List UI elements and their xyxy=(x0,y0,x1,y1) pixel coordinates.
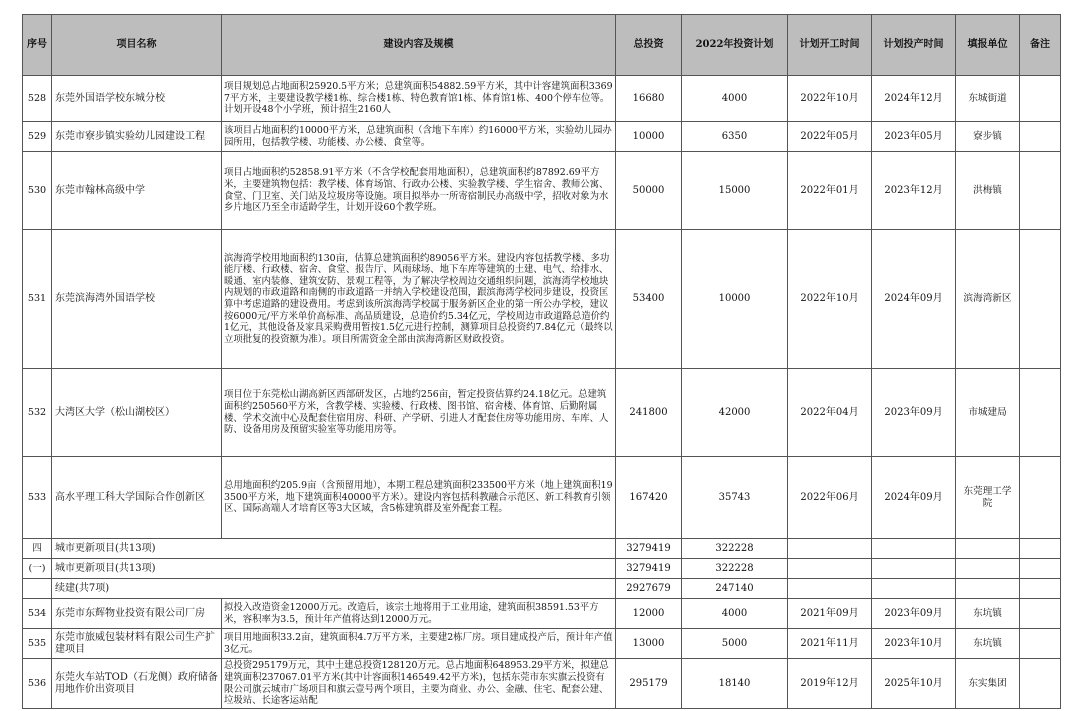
row-content: 项目规划总占地面积25920.5平方米；总建筑面积54882.59平方米，其中计容建筑面积33697平方米，主要建设教学楼1栋、综合楼1栋、特色教育馆1栋、体育馆1栋、400个停车位等。计划开设48个小学班，预计招生2160人 xyxy=(222,76,616,122)
row-seq: 534 xyxy=(23,599,52,629)
table-header-row xyxy=(23,15,1061,76)
row-project-name: 东莞外国语学校东城分校 xyxy=(52,76,222,122)
group-total-investment: 3279419 xyxy=(616,559,682,579)
table-row xyxy=(23,122,1061,152)
row-unit: 滨海湾新区 xyxy=(956,230,1020,369)
group-seq xyxy=(23,579,52,599)
row-note xyxy=(1020,122,1061,152)
row-content: 滨海湾学校用地面积约130亩，估算总建筑面积约89056平方米。建设内容包括教学楼、多功能厅楼、行政楼、宿舍、食堂、报告厅、风雨球场、地下车库等建筑的土建、电气、给排水、暖通、室内装修、建筑安防、景观工程等，为了解决学校周边交通组织问题，滨海湾学校地块内规划的市政道路和南侧的市政道路一并纳入学校建设范围，跟滨海湾学校同步建设，投资匡算中考虑道路的建设费用。考虑到该所滨海湾学校属于服务新区企业的第一所公办学校，建议按6000元/平方米单价高标准、高品质建设，总造价约5.34亿元，学校周边市政道路总造价约1亿元，其他设备及家具采购费用暂按1.5亿元进行控制，测算项目总投资约7.84亿元（最终以立项批复的投资额为准）。项目所需资金全部由滨海湾新区财政投资。 xyxy=(222,230,616,369)
row-note xyxy=(1020,659,1061,709)
row-plan-2022: 4000 xyxy=(682,76,788,122)
group-unit xyxy=(956,559,1020,579)
row-content: 该项目占地面积约10000平方米，总建筑面积（含地下车库）约16000平方米，实验幼儿园办园所用，包括教学楼、功能楼、办公楼、食堂等。 xyxy=(222,122,616,152)
row-plan-2022: 42000 xyxy=(682,369,788,457)
row-project-name: 东莞市寮步镇实验幼儿园建设工程 xyxy=(52,122,222,152)
group-unit xyxy=(956,579,1020,599)
row-unit: 东实集团 xyxy=(956,659,1020,709)
table-row xyxy=(23,659,1061,709)
group-seq: 四 xyxy=(23,539,52,559)
header-plan-2022: 2022年投资计划 xyxy=(682,15,788,76)
row-start-date: 2022年04月 xyxy=(788,369,872,457)
header-end-date: 计划投产时间 xyxy=(872,15,956,76)
row-start-date: 2021年11月 xyxy=(788,629,872,659)
row-plan-2022: 4000 xyxy=(682,599,788,629)
row-content: 项目位于东莞松山湖高新区西部研发区，占地约256亩，暂定投资估算约24.18亿元。总建筑面积约250560平方米，含教学楼、实验楼、行政楼、图书馆、宿舍楼、体育馆、后勤附属楼、学术交流中心及配套住宿用房、科研、产学研、引进人才配套住房等功能用房、车库、人防、设备用房及预留实验室等功能用房等。 xyxy=(222,369,616,457)
row-plan-2022: 18140 xyxy=(682,659,788,709)
header-project-name: 项目名称 xyxy=(52,15,222,76)
row-end-date: 2024年09月 xyxy=(872,230,956,369)
row-project-name: 东莞滨海湾外国语学校 xyxy=(52,230,222,369)
table-row xyxy=(23,457,1061,539)
row-plan-2022: 6350 xyxy=(682,122,788,152)
row-project-name: 东莞市东辉物业投资有限公司厂房 xyxy=(52,599,222,629)
row-seq: 529 xyxy=(23,122,52,152)
row-start-date: 2022年05月 xyxy=(788,122,872,152)
group-name: 城市更新项目(共13项) xyxy=(52,559,616,579)
row-total-investment: 241800 xyxy=(616,369,682,457)
header-start-date: 计划开工时间 xyxy=(788,15,872,76)
row-total-investment: 12000 xyxy=(616,599,682,629)
row-note xyxy=(1020,76,1061,122)
row-end-date: 2025年10月 xyxy=(872,659,956,709)
document-page xyxy=(22,14,1060,709)
group-name: 城市更新项目(共13项) xyxy=(52,539,616,559)
row-unit: 东城街道 xyxy=(956,76,1020,122)
header-seq: 序号 xyxy=(23,15,52,76)
row-total-investment: 50000 xyxy=(616,152,682,230)
row-end-date: 2024年12月 xyxy=(872,76,956,122)
row-note xyxy=(1020,152,1061,230)
row-content: 项目占地面积约52858.91平方米（不含学校配套用地面积），总建筑面积约87892.69平方米，主要建筑物包括：教学楼、体育场馆、行政办公楼、实验教学楼、学生宿舍、教师公寓、食堂、门卫室、关门站及垃圾房等设施。项目拟举办一所寄宿制民办高级中学，招收对象为水乡片地区乃至全市适龄学生，计划开设60个教学班。 xyxy=(222,152,616,230)
row-seq: 530 xyxy=(23,152,52,230)
row-note xyxy=(1020,599,1061,629)
row-seq: 532 xyxy=(23,369,52,457)
row-project-name: 东莞市翰林高级中学 xyxy=(52,152,222,230)
row-project-name: 东莞火车站TOD（石龙侧）政府储备用地作价出资项目 xyxy=(52,659,222,709)
row-unit: 市城建局 xyxy=(956,369,1020,457)
row-start-date: 2022年01月 xyxy=(788,152,872,230)
header-content: 建设内容及规模 xyxy=(222,15,616,76)
row-note xyxy=(1020,457,1061,539)
row-seq: 533 xyxy=(23,457,52,539)
row-end-date: 2023年05月 xyxy=(872,122,956,152)
group-unit xyxy=(956,539,1020,559)
row-plan-2022: 10000 xyxy=(682,230,788,369)
row-total-investment: 16680 xyxy=(616,76,682,122)
group-end-date xyxy=(872,559,956,579)
table-row xyxy=(23,369,1061,457)
row-unit: 东莞理工学院 xyxy=(956,457,1020,539)
group-row xyxy=(23,579,1061,599)
row-total-investment: 167420 xyxy=(616,457,682,539)
group-start-date xyxy=(788,539,872,559)
row-end-date: 2023年12月 xyxy=(872,152,956,230)
row-project-name: 高水平理工科大学国际合作创新区 xyxy=(52,457,222,539)
table-row xyxy=(23,230,1061,369)
row-project-name: 东莞市旅威包装材料有限公司生产扩建项目 xyxy=(52,629,222,659)
row-plan-2022: 15000 xyxy=(682,152,788,230)
group-total-investment: 3279419 xyxy=(616,539,682,559)
row-start-date: 2022年10月 xyxy=(788,230,872,369)
header-note: 备注 xyxy=(1020,15,1061,76)
table-row xyxy=(23,76,1061,122)
row-note xyxy=(1020,369,1061,457)
row-unit: 洪梅镇 xyxy=(956,152,1020,230)
row-end-date: 2023年10月 xyxy=(872,629,956,659)
row-unit: 寮步镇 xyxy=(956,122,1020,152)
project-table xyxy=(22,14,1061,709)
row-unit: 东坑镇 xyxy=(956,629,1020,659)
group-seq: (一) xyxy=(23,559,52,579)
header-total-investment: 总投资 xyxy=(616,15,682,76)
row-project-name: 大湾区大学（松山湖校区） xyxy=(52,369,222,457)
row-start-date: 2022年06月 xyxy=(788,457,872,539)
header-unit: 填报单位 xyxy=(956,15,1020,76)
row-content: 总投资295179万元，其中土建总投资128120万元。总占地面积648953.29平方米，拟建总建筑面积237067.01平方米(其中计容面积146549.42平方米)，包括东莞市东实旗云投资有限公司旗云城市广场项目和旗云壹号两个项目，主要为商业、办公、金融、住宅、配套公建、垃圾站、长途客运站配 xyxy=(222,659,616,709)
row-total-investment: 10000 xyxy=(616,122,682,152)
group-start-date xyxy=(788,559,872,579)
row-seq: 528 xyxy=(23,76,52,122)
row-content: 总用地面积约205.9亩（含预留用地），本期工程总建筑面积233500平方米（地上建筑面积193500平方米，地下建筑面积40000平方米）。建设内容包括科教融合示范区、新工科教育引领区、国际高端人才培育区等3大区域，含5栋建筑群及室外配套工程。 xyxy=(222,457,616,539)
row-seq: 535 xyxy=(23,629,52,659)
group-start-date xyxy=(788,579,872,599)
row-end-date: 2023年09月 xyxy=(872,369,956,457)
row-seq: 531 xyxy=(23,230,52,369)
row-total-investment: 13000 xyxy=(616,629,682,659)
group-row xyxy=(23,559,1061,579)
group-end-date xyxy=(872,539,956,559)
group-total-investment: 2927679 xyxy=(616,579,682,599)
row-note xyxy=(1020,629,1061,659)
group-name: 续建(共7项) xyxy=(52,579,616,599)
group-end-date xyxy=(872,579,956,599)
row-plan-2022: 35743 xyxy=(682,457,788,539)
table-row xyxy=(23,629,1061,659)
group-plan-2022: 322228 xyxy=(682,539,788,559)
group-row xyxy=(23,539,1061,559)
row-end-date: 2023年09月 xyxy=(872,599,956,629)
group-note xyxy=(1020,559,1061,579)
row-start-date: 2021年09月 xyxy=(788,599,872,629)
row-plan-2022: 5000 xyxy=(682,629,788,659)
row-unit: 东坑镇 xyxy=(956,599,1020,629)
row-start-date: 2022年10月 xyxy=(788,76,872,122)
row-start-date: 2019年12月 xyxy=(788,659,872,709)
group-note xyxy=(1020,579,1061,599)
group-plan-2022: 247140 xyxy=(682,579,788,599)
table-row xyxy=(23,599,1061,629)
row-content: 项目用地面积33.2亩，建筑面积4.7万平方米，主要建2栋厂房。项目建成投产后，预计年产值3亿元。 xyxy=(222,629,616,659)
table-row xyxy=(23,152,1061,230)
group-plan-2022: 322228 xyxy=(682,559,788,579)
row-total-investment: 53400 xyxy=(616,230,682,369)
row-total-investment: 295179 xyxy=(616,659,682,709)
row-note xyxy=(1020,230,1061,369)
row-seq: 536 xyxy=(23,659,52,709)
row-end-date: 2024年09月 xyxy=(872,457,956,539)
row-content: 拟投入改造资金12000万元。改造后，该宗土地将用于工业用途，建筑面积38591.53平方米，容积率为3.5，预计年产值将达到12000万元。 xyxy=(222,599,616,629)
group-note xyxy=(1020,539,1061,559)
